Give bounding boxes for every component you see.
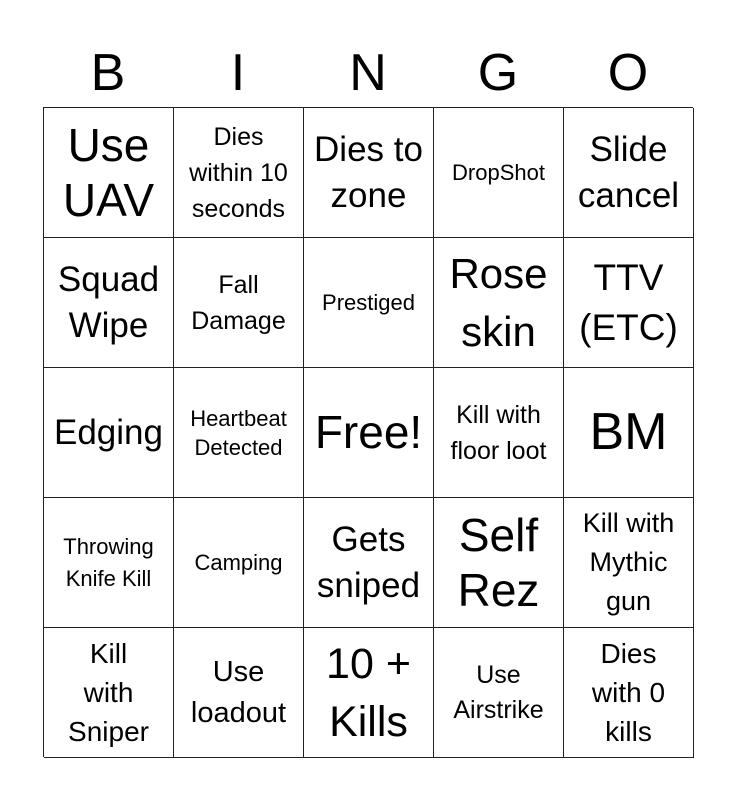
cell-text: Throwing Knife Kill: [63, 533, 154, 591]
cell-text: Self Rez: [457, 508, 540, 616]
bingo-cell[interactable]: [174, 498, 304, 628]
bingo-cell[interactable]: [564, 628, 694, 758]
header-letter-o: O: [607, 44, 649, 102]
bingo-cell[interactable]: [434, 498, 564, 628]
cell-text: Dies with 0 kills: [591, 638, 666, 747]
bingo-cell[interactable]: [174, 108, 304, 238]
bingo-cell[interactable]: [174, 238, 304, 368]
cell-text: Kill with floor loot: [450, 400, 547, 465]
bingo-cell[interactable]: [434, 238, 564, 368]
bingo-cell[interactable]: [564, 498, 694, 628]
cell-text: Fall Damage: [191, 270, 286, 335]
bingo-cell[interactable]: [174, 628, 304, 758]
cell-text: Heartbeat Detected: [190, 405, 287, 460]
bingo-cell[interactable]: [44, 108, 174, 238]
cell-text: Gets sniped: [316, 519, 421, 605]
bingo-cell[interactable]: [304, 498, 434, 628]
bingo-cell[interactable]: [44, 238, 174, 368]
bingo-header: [43, 40, 693, 106]
cell-text: BM: [589, 403, 668, 461]
bingo-cell[interactable]: [304, 368, 434, 498]
cell-text: Use UAV: [62, 118, 155, 226]
header-letter-b: B: [90, 44, 126, 102]
cell-text: Camping: [194, 549, 283, 575]
bingo-cell[interactable]: [44, 368, 174, 498]
cell-text: Edging: [54, 412, 163, 452]
cell-text: Dies within 10 seconds: [189, 122, 288, 223]
header-letter-n: N: [349, 44, 387, 102]
cell-text: Dies to zone: [314, 129, 423, 215]
cell-text: DropShot: [452, 159, 545, 185]
bingo-cell[interactable]: [434, 368, 564, 498]
bingo-cell[interactable]: [564, 108, 694, 238]
cell-text: 10 + Kills: [326, 639, 411, 746]
cell-text: Slide cancel: [577, 129, 680, 215]
cell-text: Kill with Sniper: [68, 638, 149, 747]
cell-text: TTV (ETC): [579, 256, 678, 348]
bingo-cell[interactable]: [564, 238, 694, 368]
bingo-cell[interactable]: [434, 628, 564, 758]
bingo-cell[interactable]: [44, 628, 174, 758]
cell-text: Use loadout: [190, 655, 287, 729]
cell-text: Rose skin: [449, 249, 548, 355]
cell-text: Prestiged: [322, 289, 415, 315]
bingo-cell[interactable]: [174, 368, 304, 498]
bingo-grid: [43, 107, 693, 757]
bingo-cell[interactable]: [304, 628, 434, 758]
header-letter-g: G: [477, 44, 519, 102]
cell-text: Use Airstrike: [453, 660, 544, 724]
cell-text: Kill with Mythic gun: [582, 508, 675, 616]
header-letter-i: I: [230, 44, 246, 102]
cell-text: Squad Wipe: [57, 259, 160, 345]
cell-text: Free!: [314, 406, 423, 458]
bingo-cell[interactable]: [434, 108, 564, 238]
bingo-cell[interactable]: [304, 238, 434, 368]
bingo-cell[interactable]: [564, 368, 694, 498]
bingo-cell[interactable]: [44, 498, 174, 628]
bingo-cell[interactable]: [304, 108, 434, 238]
